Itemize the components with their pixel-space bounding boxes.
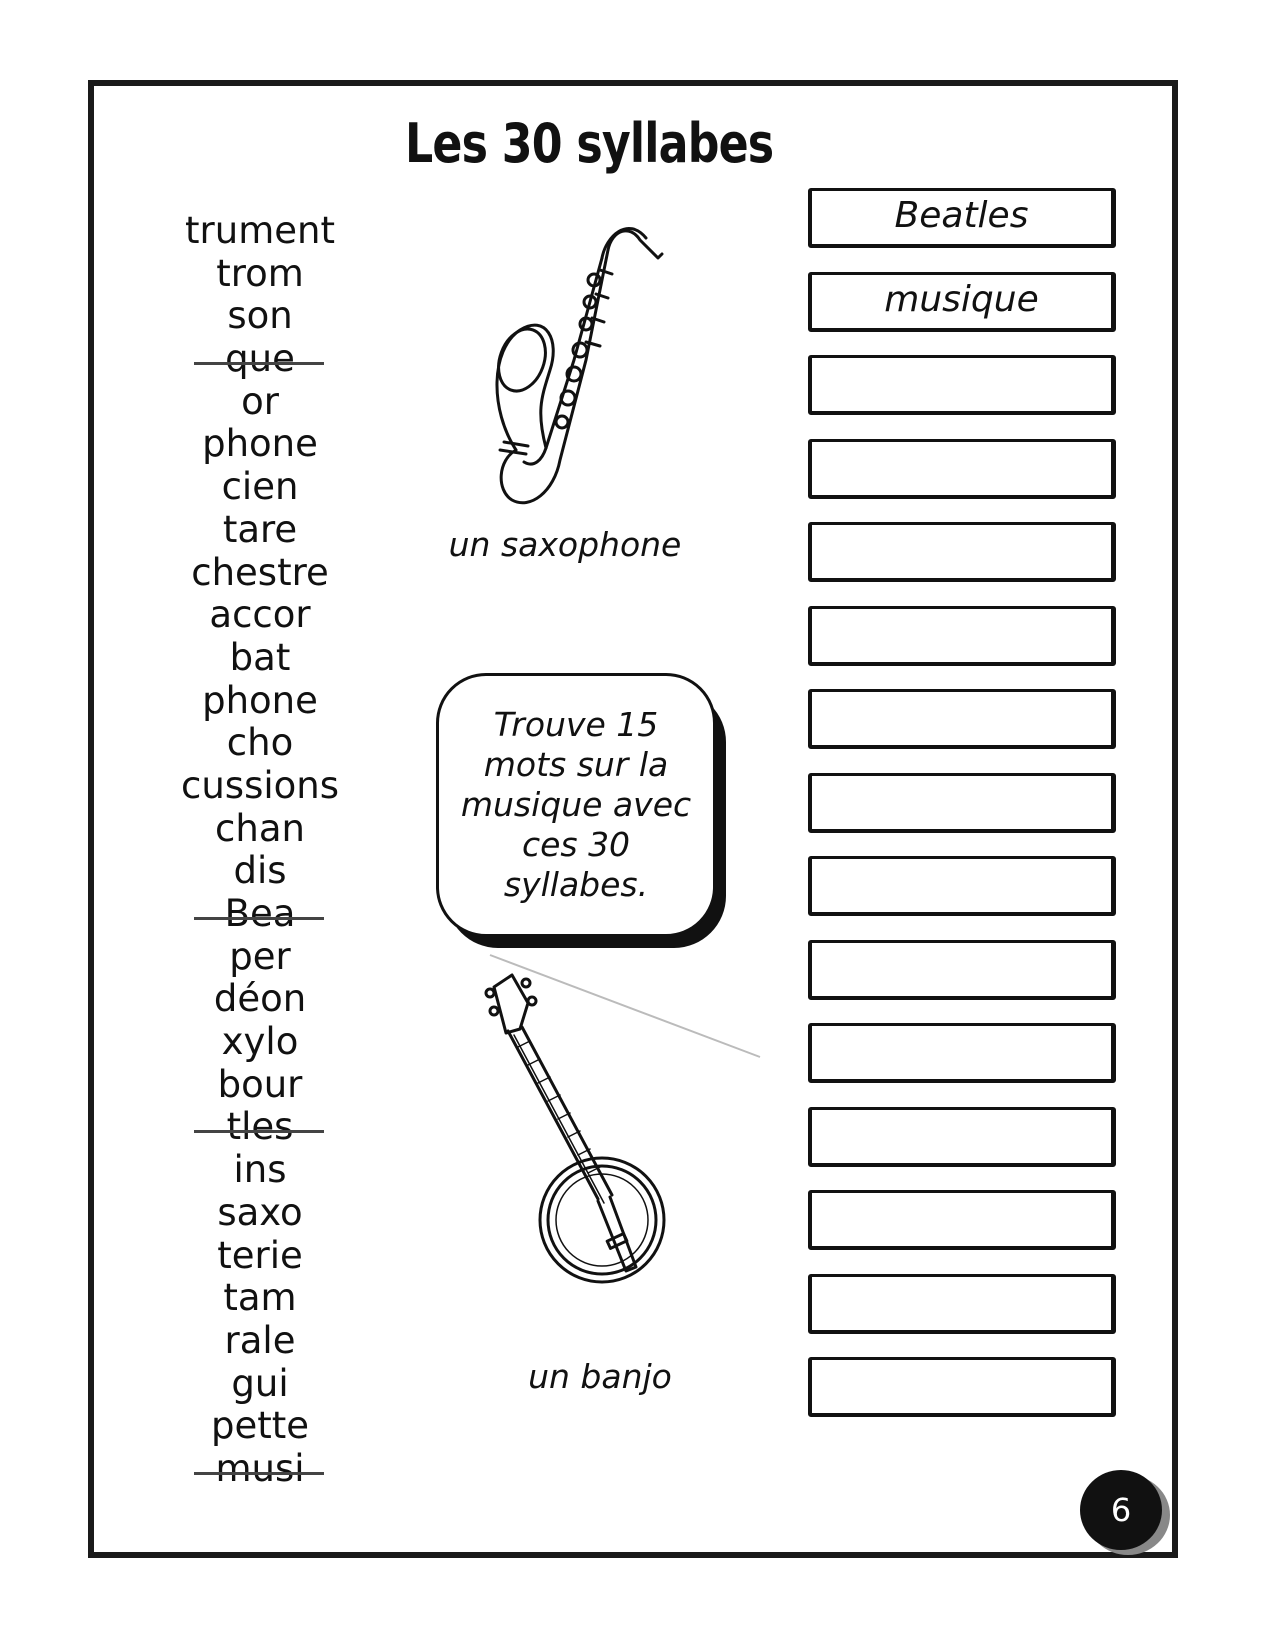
answer-box[interactable] <box>808 1107 1116 1167</box>
answer-box[interactable] <box>808 773 1116 833</box>
syllable-item: cussions <box>181 763 339 807</box>
instruction-text: Trouve 15 mots sur la musique avec ces 30 syllabes. <box>460 705 692 904</box>
syllable-item: déon <box>213 977 307 1021</box>
syllable-item: chestre <box>191 550 329 594</box>
banjo-icon <box>480 975 680 1290</box>
syllable-item: que <box>170 338 350 381</box>
answer-box[interactable] <box>808 856 1116 916</box>
syllable-item: trument <box>185 209 335 252</box>
syllable-item: accor <box>209 593 311 637</box>
saxophone-caption: un saxophone <box>448 525 682 564</box>
answer-box[interactable] <box>808 355 1116 415</box>
syllable-item: per <box>229 934 291 978</box>
syllable-item: xylo <box>221 1020 299 1064</box>
syllable-item: son <box>227 294 293 338</box>
syllable-item: phone <box>202 678 318 722</box>
syllable-item: gui <box>231 1361 289 1405</box>
answer-box[interactable] <box>808 940 1116 1000</box>
syllable-item: ins <box>233 1148 287 1192</box>
syllable-item: dis <box>233 849 287 893</box>
answer-box[interactable] <box>808 1190 1116 1250</box>
syllable-item: terie <box>217 1233 303 1277</box>
banjo-caption: un banjo <box>528 1357 672 1396</box>
page-title: Les 30 syllabes <box>405 112 774 175</box>
answer-box[interactable] <box>808 606 1116 666</box>
syllable-item: tam <box>223 1276 297 1320</box>
syllable-item: rale <box>224 1318 296 1362</box>
syllable-list <box>170 210 350 1491</box>
syllable-item: Bea <box>170 893 350 936</box>
answer-box[interactable]: Beatles <box>808 188 1116 248</box>
syllable-item: trom <box>216 251 304 295</box>
answer-box[interactable] <box>808 1023 1116 1083</box>
syllable-item: chan <box>215 806 305 850</box>
syllable-item: saxo <box>217 1190 303 1234</box>
answer-box[interactable] <box>808 439 1116 499</box>
syllable-item: phone <box>202 422 318 466</box>
syllable-item: tles <box>170 1106 350 1149</box>
instruction-bubble <box>436 673 716 937</box>
answer-box[interactable] <box>808 1357 1116 1417</box>
answer-box[interactable] <box>808 522 1116 582</box>
syllable-item: musi <box>170 1448 350 1491</box>
answer-box[interactable] <box>808 689 1116 749</box>
syllable-item: cien <box>221 465 299 509</box>
page-number: 6 <box>1080 1470 1162 1550</box>
syllable-item: pette <box>210 1404 310 1448</box>
syllable-item: bat <box>229 635 291 679</box>
answer-box[interactable]: musique <box>808 272 1116 332</box>
answer-box[interactable] <box>808 1274 1116 1334</box>
syllable-item: or <box>241 379 279 423</box>
syllable-item: cho <box>226 721 294 765</box>
syllable-item: bour <box>217 1062 303 1106</box>
saxophone-icon <box>490 210 670 530</box>
syllable-item: tare <box>222 507 298 551</box>
